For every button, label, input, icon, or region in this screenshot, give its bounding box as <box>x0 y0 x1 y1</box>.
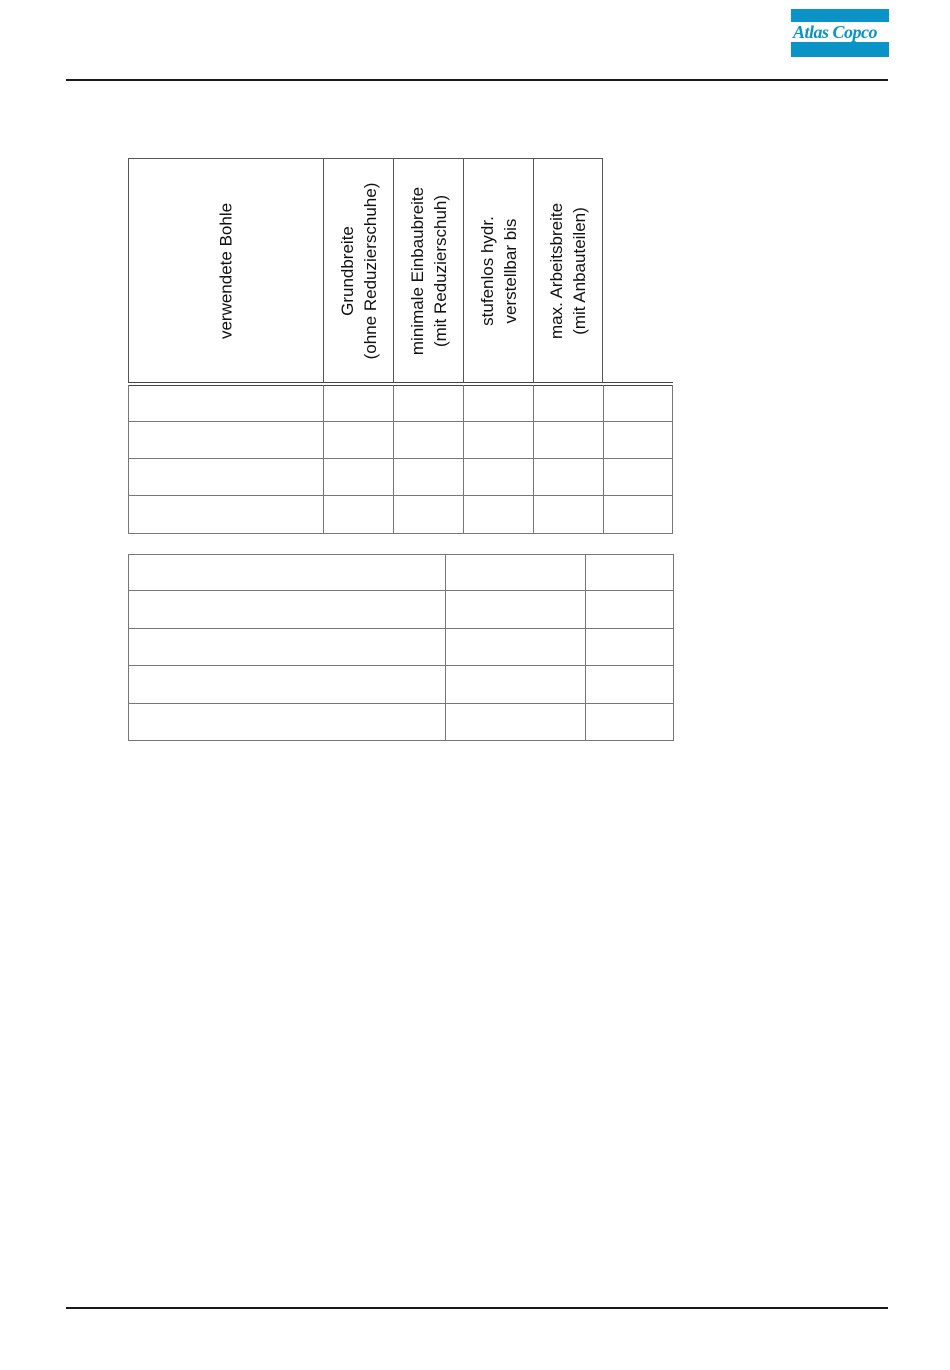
table-cell <box>603 422 673 459</box>
header-text-min-width <box>406 186 452 354</box>
header-line: (mit Reduzierschuh) <box>430 194 450 347</box>
table-cell <box>463 496 533 534</box>
table-cell <box>393 496 463 534</box>
table-cell <box>445 629 585 666</box>
table-cell <box>128 385 323 422</box>
header-cell-basic-width <box>323 158 393 382</box>
header-line: max. Arbeitsbreite <box>547 202 566 339</box>
table-cell <box>323 385 393 422</box>
table-cell <box>603 496 673 534</box>
table-cell <box>585 629 674 666</box>
header-line: stufenlos hydr. <box>477 215 497 326</box>
header-rule <box>66 79 888 81</box>
header-cell-max-width <box>533 158 603 382</box>
header-text-basic-width <box>336 182 382 359</box>
header-line: Grundbreite <box>337 225 357 316</box>
table-cell <box>533 459 603 496</box>
table-cell <box>128 666 445 704</box>
header-line: (mit Anbauteilen) <box>570 206 589 335</box>
table-cell <box>128 704 445 741</box>
table-cell <box>533 422 603 459</box>
table-cell <box>393 459 463 496</box>
table-cell <box>128 591 445 629</box>
table-cell <box>323 459 393 496</box>
table-cell <box>323 496 393 534</box>
table-cell <box>585 666 674 704</box>
header-cell-hydraulic <box>463 158 533 382</box>
table-cell <box>445 554 585 591</box>
table-cell <box>533 496 603 534</box>
header-cell-min-width <box>393 158 463 382</box>
table-cell <box>128 496 323 534</box>
header-text-max-width <box>545 202 591 338</box>
header-text-hydraulic <box>476 216 522 326</box>
table-cell <box>585 554 674 591</box>
table-cell <box>463 422 533 459</box>
header-text-screed <box>215 202 238 338</box>
logo-wordmark: Atlas Copco <box>793 22 878 42</box>
header-cell-screed <box>128 158 323 382</box>
header-double-rule <box>128 382 673 383</box>
table-cell <box>393 385 463 422</box>
table-cell <box>128 422 323 459</box>
table-cell <box>128 629 445 666</box>
table-cell <box>533 385 603 422</box>
table-cell <box>445 666 585 704</box>
table-cell <box>585 704 674 741</box>
table-cell <box>128 554 445 591</box>
table-cell <box>445 591 585 629</box>
header-line: minimale Einbaubreite <box>407 186 427 355</box>
table-cell <box>603 459 673 496</box>
atlas-copco-logo <box>791 9 889 57</box>
table-cell <box>463 459 533 496</box>
footer-rule <box>66 1307 888 1309</box>
table-cell <box>323 422 393 459</box>
table-cell <box>445 704 585 741</box>
header-line: (ohne Reduzierschuhe) <box>360 182 380 359</box>
table-cell <box>128 459 323 496</box>
header-line: verstellbar bis <box>500 218 520 323</box>
table-cell <box>603 385 673 422</box>
table-cell <box>463 385 533 422</box>
table-cell <box>393 422 463 459</box>
table-cell <box>585 591 674 629</box>
header-line: verwendete Bohle <box>216 202 236 339</box>
